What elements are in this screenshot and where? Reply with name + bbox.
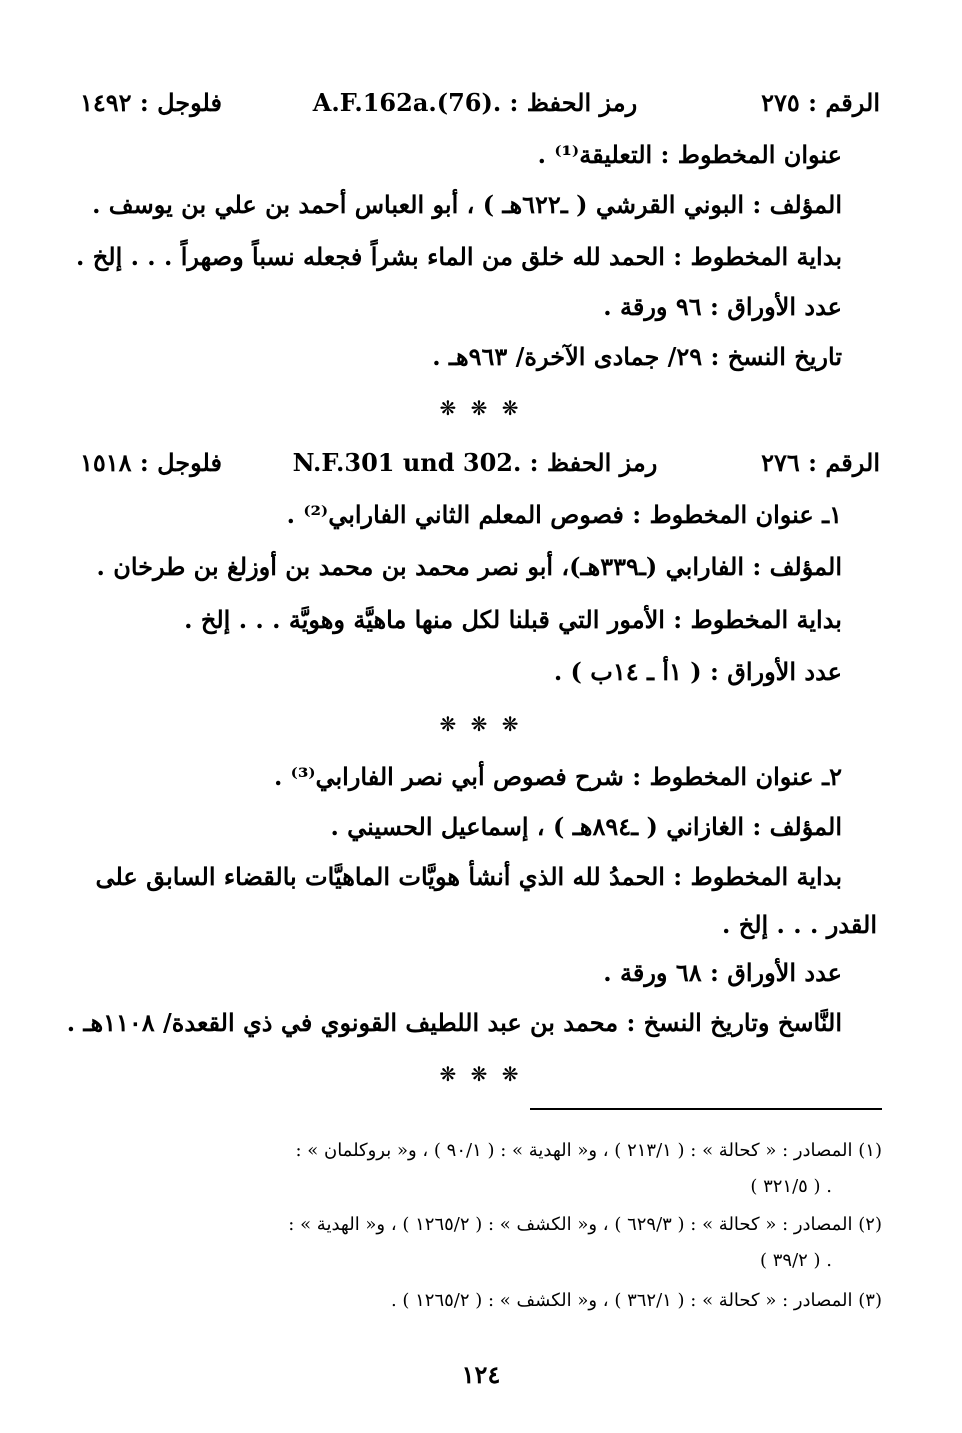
author: المؤلف : البوني القرشي ( ـ٦٢٢هـ ) ، أبو العباس أحمد بن علي بن يوسف . xyxy=(92,190,842,219)
incipit: بداية المخطوط : الحمد لله خلق من الماء بشراً فجعله نسباً وصهراً . . . إلخ . xyxy=(76,242,842,271)
copy-date: تاريخ النسخ : ٢٩/ جمادى الآخرة/ ٩٦٣هـ . xyxy=(432,342,842,371)
shelfmark: رمز الحفظ : .N.F.301 und 302 xyxy=(292,448,658,477)
folio-count: عدد الأوراق : ٦٨ ورقة . xyxy=(603,958,842,987)
page-number: ١٢٤ xyxy=(461,1360,501,1389)
manuscript-title: عنوان المخطوط : التعليقة⁽¹⁾ . xyxy=(537,140,842,169)
fluegel-number: فلوجل : ١٤٩٢ xyxy=(80,88,222,117)
folio-count: عدد الأوراق : ( ١أ ـ ١٤ب ) . xyxy=(553,657,842,686)
entry-276-header xyxy=(70,448,880,488)
shelfmark: رمز الحفظ : .A.F.162a.(76) xyxy=(312,88,638,117)
author: المؤلف : الفارابي (ـ٣٣٩هـ)، أبو نصر محمد بن محمد بن أوزلغ بن طرخان . xyxy=(96,552,842,581)
incipit: بداية المخطوط : الأمور التي قبلنا لكل منها ماهيَّة وهويَّة . . . إلخ . xyxy=(184,605,842,634)
section-separator: ❋ ❋ ❋ xyxy=(439,1062,523,1086)
fluegel-number: فلوجل : ١٥١٨ xyxy=(80,448,222,477)
incipit: بداية المخطوط : الحمدُ لله الذي أنشأ هويَّات الماهيَّات بالقضاء السابق على xyxy=(95,862,842,891)
entry-275-header xyxy=(70,88,880,128)
footnote-2: (٢) المصادر : « كحالة » : ( ٦٢٩/٣ ) ، و« الكشف » : ( ١٢٦٥/٢ ) ، و« الهدية » : xyxy=(288,1214,882,1235)
footnote-1: (١) المصادر : « كحالة » : ( ٢١٣/١ ) ، و« الهدية » : ( ٩٠/١ ) ، و« بروكلمان » : xyxy=(295,1140,882,1161)
footnote-rule xyxy=(530,1108,882,1110)
manuscript-title: ٢ـ عنوان المخطوط : شرح فصوص أبي نصر الفارابي⁽³⁾ . xyxy=(273,762,842,791)
incipit-continuation: القدر . . . إلخ . xyxy=(722,910,877,939)
footnote-1-continuation: ( ٣٢١/٥ ) . xyxy=(750,1176,832,1197)
manuscript-title: ١ـ عنوان المخطوط : فصوص المعلم الثاني الفارابي⁽²⁾ . xyxy=(286,500,842,529)
section-separator: ❋ ❋ ❋ xyxy=(439,712,523,736)
section-separator: ❋ ❋ ❋ xyxy=(439,396,523,420)
entry-number: الرقم : ٢٧٥ xyxy=(761,88,880,117)
author: المؤلف : الغازاني ( ـ٨٩٤هـ ) ، إسماعيل الحسيني . xyxy=(330,812,842,841)
entry-number: الرقم : ٢٧٦ xyxy=(761,448,880,477)
footnote-3: (٣) المصادر : « كحالة » : ( ٣٦٢/١ ) ، و« الكشف » : ( ١٢٦٥/٢ ) . xyxy=(390,1290,882,1311)
footnote-2-continuation: ( ٣٩/٢ ) . xyxy=(759,1250,832,1271)
copyist-and-date: النَّاسخ وتاريخ النسخ : محمد بن عبد اللطيف القونوي في ذي القعدة/ ١١٠٨هـ . xyxy=(66,1008,842,1037)
folio-count: عدد الأوراق : ٩٦ ورقة . xyxy=(603,292,842,321)
